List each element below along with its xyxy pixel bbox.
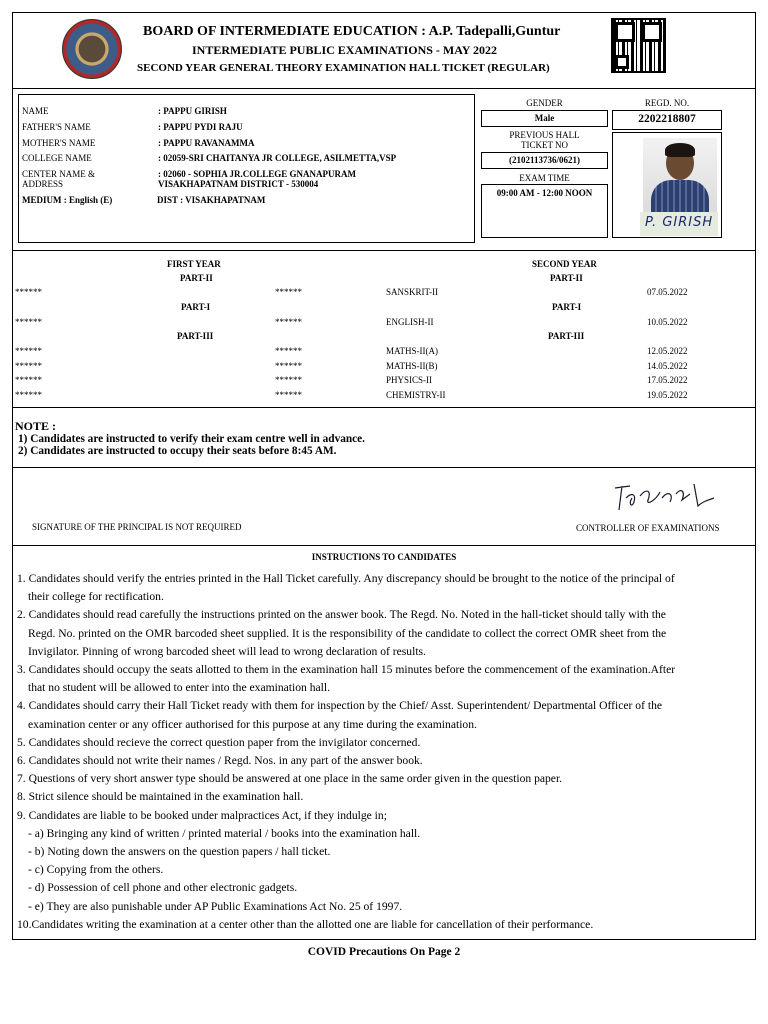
- principal-signature-note: SIGNATURE OF THE PRINCIPAL IS NOT REQUIRED: [32, 522, 242, 532]
- instruction-item: 10.Candidates writing the examination at a center other than the allotted one are liable for cancellation of their performance.: [17, 917, 594, 931]
- board-logo: [62, 19, 122, 79]
- instruction-item: Invigilator. Pinning of wrong barcoded sheet will lead to wrong declaration of results.: [28, 644, 426, 658]
- center-label: CENTER NAME &: [22, 169, 95, 179]
- father-label: FATHER'S NAME: [22, 122, 91, 132]
- qr-code: [611, 18, 666, 73]
- instructions-title: INSTRUCTIONS TO CANDIDATES: [311, 552, 457, 562]
- college-name: : 02059-SRI CHAITANYA JR COLLEGE, ASILMETTA,VSP: [158, 153, 397, 163]
- father-name: : PAPPU PYDI RAJU: [158, 122, 243, 132]
- instruction-subitem: - d) Possession of cell phone and other electronic gadgets.: [28, 881, 298, 895]
- instruction-subitem: - e) They are also punishable under AP Public Examinations Act No. 25 of 1997.: [28, 899, 403, 913]
- gender-value: Male: [534, 113, 555, 123]
- subject-name: MATHS-II(B): [386, 361, 438, 371]
- divider: [12, 250, 756, 251]
- instructions-list: [17, 570, 757, 934]
- instruction-item: 6. Candidates should not write their names / Regd. Nos. in any part of the answer book.: [17, 754, 423, 768]
- instruction-item: 5. Candidates should recieve the correct question paper from the invigilator concerned.: [17, 735, 421, 749]
- instruction-item: their college for rectification.: [28, 590, 164, 604]
- gender-label: GENDER: [526, 98, 563, 108]
- subject-name: MATHS-II(A): [386, 346, 438, 356]
- instruction-item: 4. Candidates should carry their Hall Ticket ready with them for inspection by the Chief/ Asst. Superintendent/ Departmental Officer of the: [17, 699, 663, 713]
- note-line-2: 2) Candidates are instructed to occupy their seats before 8:45 AM.: [18, 445, 337, 457]
- exam-time-value: 09:00 AM - 12:00 NOON: [496, 188, 593, 198]
- note-title: NOTE :: [15, 419, 57, 433]
- regd-label: REGD. NO.: [644, 98, 690, 108]
- exam-time-label: EXAM TIME: [519, 173, 570, 183]
- name-label: NAME: [22, 106, 49, 116]
- note-line-1: 1) Candidates are instructed to verify their exam centre well in advance.: [18, 433, 366, 445]
- second-year-heading: SECOND YEAR: [532, 259, 597, 269]
- masked-marks: ******: [275, 361, 302, 371]
- exam-date: 12.05.2022: [647, 346, 688, 356]
- first-year-heading: FIRST YEAR: [167, 259, 221, 269]
- subject-name: PHYSICS-II: [386, 375, 433, 385]
- medium: MEDIUM : English (E): [22, 195, 113, 205]
- regd-number: 2202218807: [638, 113, 696, 125]
- address-label: ADDRESS: [22, 179, 64, 189]
- divider: [12, 88, 756, 89]
- masked-marks: ******: [275, 346, 302, 356]
- instruction-item: examination center or any officer authorised for this purpose at any time during the examination.: [28, 717, 477, 731]
- instruction-item: 9. Candidates are liable to be booked under malpractices Act, if they indulge in;: [17, 808, 387, 822]
- masked-marks: ******: [275, 317, 302, 327]
- instruction-subitem: - c) Copying from the others.: [28, 863, 164, 877]
- controller-signature: [610, 480, 720, 512]
- center-address: VISAKHAPATNAM DISTRICT - 530004: [158, 179, 319, 189]
- exam-date: 07.05.2022: [647, 287, 688, 297]
- masked-marks: ******: [275, 375, 302, 385]
- instruction-item: Regd. No. printed on the OMR barcoded sheet supplied. It is the responsibility of the candidate to collect the correct OMR sheet from the: [28, 626, 667, 640]
- prev-ticket-value: (2102113736/0621): [509, 155, 580, 165]
- instruction-item: that no student will be allowed to enter into the examination hall.: [28, 681, 331, 695]
- board-title: BOARD OF INTERMEDIATE EDUCATION : A.P. Tadepalli,Guntur: [143, 24, 561, 39]
- exam-date: 17.05.2022: [647, 375, 688, 385]
- masked-marks: ******: [15, 375, 42, 385]
- divider: [12, 407, 756, 408]
- college-label: COLLEGE NAME: [22, 153, 92, 163]
- ticket-subtitle: SECOND YEAR GENERAL THEORY EXAMINATION HALL TICKET (REGULAR): [137, 62, 550, 74]
- masked-marks: ******: [15, 287, 42, 297]
- divider: [12, 467, 756, 468]
- subject-name: CHEMISTRY-II: [386, 390, 446, 400]
- fy-part1: PART-I: [181, 302, 211, 312]
- instruction-item: 2. Candidates should read carefully the instructions printed on the answer book. The Regd. No. Noted in the hall-ticket should tally with the: [17, 608, 666, 622]
- fy-part3: PART-III: [177, 331, 214, 341]
- sy-part2: PART-II: [550, 273, 583, 283]
- masked-marks: ******: [275, 287, 302, 297]
- subject-name: ENGLISH-II: [386, 317, 434, 327]
- masked-marks: ******: [15, 390, 42, 400]
- mother-label: MOTHER'S NAME: [22, 138, 96, 148]
- instruction-item: 7. Questions of very short answer type should be answered at one place in the same order given in the question paper.: [17, 772, 563, 786]
- district: DIST : VISAKHAPATNAM: [157, 195, 266, 205]
- prev-ticket-label-2: TICKET NO: [520, 140, 569, 150]
- fy-part2: PART-II: [180, 273, 213, 283]
- mother-name: : PAPPU RAVANAMMA: [158, 138, 255, 148]
- divider: [12, 545, 756, 546]
- masked-marks: ******: [15, 346, 42, 356]
- subject-name: SANSKRIT-II: [386, 287, 439, 297]
- exam-date: 14.05.2022: [647, 361, 688, 371]
- masked-marks: ******: [275, 390, 302, 400]
- instruction-item: 3. Candidates should occupy the seats allotted to them in the examination hall 15 minutes before the commencement of the examination.After: [17, 663, 676, 677]
- center-name: : 02060 - SOPHIA JR.COLLEGE GNANAPURAM: [158, 169, 357, 179]
- exam-title: INTERMEDIATE PUBLIC EXAMINATIONS - MAY 2022: [192, 43, 498, 57]
- candidate-name: : PAPPU GIRISH: [158, 106, 227, 116]
- controller-label: CONTROLLER OF EXAMINATIONS: [576, 523, 720, 533]
- sy-part1: PART-I: [552, 302, 582, 312]
- masked-marks: ******: [15, 317, 42, 327]
- candidate-signature: P. GIRISH: [645, 215, 714, 230]
- exam-date: 10.05.2022: [647, 317, 688, 327]
- instruction-subitem: - a) Bringing any kind of written / printed material / books into the examination hall.: [28, 826, 421, 840]
- masked-marks: ******: [15, 361, 42, 371]
- prev-ticket-label: PREVIOUS HALL: [509, 130, 580, 140]
- exam-date: 19.05.2022: [647, 390, 688, 400]
- instruction-item: 8. Strict silence should be maintained in the examination hall.: [17, 790, 304, 804]
- covid-footer-note: COVID Precautions On Page 2: [307, 946, 461, 958]
- sy-part3: PART-III: [548, 331, 585, 341]
- instruction-item: 1. Candidates should verify the entries printed in the Hall Ticket carefully. Any discrepancy should be brought to the notice of the principal of: [17, 572, 675, 585]
- candidate-photo: [643, 138, 717, 212]
- instruction-subitem: - b) Noting down the answers on the question papers / hall ticket.: [28, 845, 331, 859]
